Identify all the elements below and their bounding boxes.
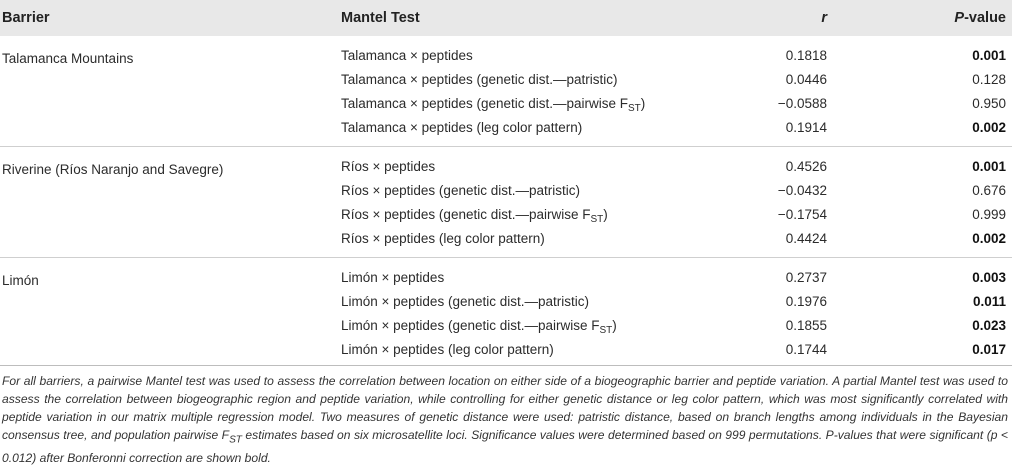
mantel-test-tail: ) — [612, 318, 617, 333]
table-row — [0, 207, 1012, 230]
r-value: 0.1976 — [785, 294, 827, 309]
r-value: 0.1914 — [785, 120, 827, 135]
table-body — [0, 36, 1012, 368]
mantel-test-text: Limón × peptides (leg color pattern) — [341, 342, 554, 357]
mantel-test-text: Ríos × peptides (genetic dist.—patristic) — [341, 183, 580, 198]
table-row — [0, 96, 1012, 119]
p-value: 0.128 — [972, 72, 1006, 87]
table-row — [0, 294, 1012, 317]
p-value: 0.002 — [972, 231, 1006, 246]
header-barrier: Barrier — [2, 10, 50, 26]
mantel-test-cell — [341, 294, 589, 309]
mantel-test-text: Ríos × peptides (genetic dist.—pairwise F — [341, 207, 591, 222]
table-row — [0, 318, 1012, 341]
header-p-italic: P — [954, 10, 965, 26]
p-value: 0.001 — [972, 48, 1006, 63]
mantel-test-text: Limón × peptides — [341, 270, 445, 285]
barrier-group — [0, 36, 1012, 146]
mantel-test-text: Ríos × peptides — [341, 159, 436, 174]
mantel-test-cell — [341, 183, 580, 198]
mantel-test-text: Ríos × peptides (leg color pattern) — [341, 231, 545, 246]
mantel-test-cell — [341, 342, 554, 357]
p-value: 0.676 — [972, 183, 1006, 198]
mantel-test-cell — [341, 231, 545, 246]
table-row — [0, 342, 1012, 365]
barrier-name: Limón — [2, 273, 39, 288]
mantel-test-cell — [341, 72, 618, 87]
table-bottom-rule — [0, 365, 1012, 366]
table-row — [0, 120, 1012, 143]
mantel-test-tail: ) — [603, 207, 608, 222]
table-footnote — [2, 372, 1008, 467]
r-value: −0.0588 — [777, 96, 827, 111]
table-row — [0, 48, 1012, 71]
r-value: 0.1818 — [785, 48, 827, 63]
r-value: 0.4526 — [785, 159, 827, 174]
r-value: 0.1744 — [785, 342, 827, 357]
r-value: 0.0446 — [785, 72, 827, 87]
footnote-part-1: For all barriers, a pairwise Mantel test was used to assess the correlation between location on either side of a biogeographic barrier and peptide variation. A partial Mantel test was used to assess the correlation between biogeographic region and peptide variation, while controlling for either genetic distance or leg color pattern, which was most significantly correlated with peptide variation in our matrix multiple regression model. Two measures of genetic distance were used: patristic distance, based on branch lengths among individuals in the Bayesian consensus tree, and population pairwise F — [2, 374, 1008, 442]
mantel-test-cell — [341, 48, 473, 63]
p-value: 0.017 — [972, 342, 1006, 357]
header-r — [821, 10, 827, 26]
footnote-fst-subscript: ST — [229, 434, 242, 446]
mantel-test-tail: ) — [640, 96, 646, 111]
p-value: 0.001 — [972, 159, 1006, 174]
table-header-row — [0, 0, 1012, 36]
table-row — [0, 183, 1012, 206]
mantel-test-cell — [341, 96, 646, 114]
mantel-test-text: Limón × peptides (genetic dist.—patristic) — [341, 294, 589, 309]
header-p-rest: -value — [964, 10, 1006, 26]
p-value: 0.023 — [972, 318, 1006, 333]
barrier-name: Talamanca Mountains — [2, 51, 134, 66]
header-r-text: r — [821, 10, 827, 26]
mantel-test-cell — [341, 318, 617, 336]
mantel-test-cell — [341, 120, 582, 135]
header-mantel-test: Mantel Test — [341, 10, 420, 26]
p-value: 0.950 — [972, 96, 1006, 111]
table-row — [0, 72, 1012, 95]
barrier-group — [0, 257, 1012, 368]
p-value: 0.999 — [972, 207, 1006, 222]
mantel-test-cell — [341, 270, 444, 285]
mantel-test-cell — [341, 207, 608, 225]
r-value: 0.2737 — [785, 270, 827, 285]
fst-subscript: ST — [599, 325, 613, 336]
fst-subscript: ST — [590, 214, 604, 225]
mantel-test-text: Talamanca × peptides (leg color pattern) — [341, 120, 583, 135]
table-row — [0, 270, 1012, 293]
footnote-part-2: estimates based on six microsatellite loci. Significance values were determined based on 999 permutations. P-values that were significant (p < 0.012) after Bonferonni correction are shown bold. — [2, 428, 1008, 466]
mantel-test-text: Talamanca × peptides (genetic dist.—patristic) — [341, 72, 618, 87]
p-value: 0.002 — [972, 120, 1006, 135]
table-row — [0, 231, 1012, 254]
p-value: 0.003 — [972, 270, 1006, 285]
mantel-test-text: Limón × peptides (genetic dist.—pairwise F — [341, 318, 600, 333]
table-row — [0, 159, 1012, 182]
barrier-group — [0, 146, 1012, 257]
r-value: 0.1855 — [785, 318, 827, 333]
p-value: 0.011 — [972, 294, 1006, 309]
r-value: 0.4424 — [785, 231, 827, 246]
fst-subscript: ST — [628, 103, 641, 114]
r-value: −0.1754 — [777, 207, 827, 222]
mantel-test-text: Talamanca × peptides — [341, 48, 473, 63]
mantel-test-cell — [341, 159, 435, 174]
mantel-test-text: Talamanca × peptides (genetic dist.—pairwise F — [341, 96, 629, 111]
barrier-name: Riverine (Ríos Naranjo and Savegre) — [2, 162, 224, 177]
header-p-value — [954, 10, 1006, 26]
r-value: −0.0432 — [777, 183, 827, 198]
